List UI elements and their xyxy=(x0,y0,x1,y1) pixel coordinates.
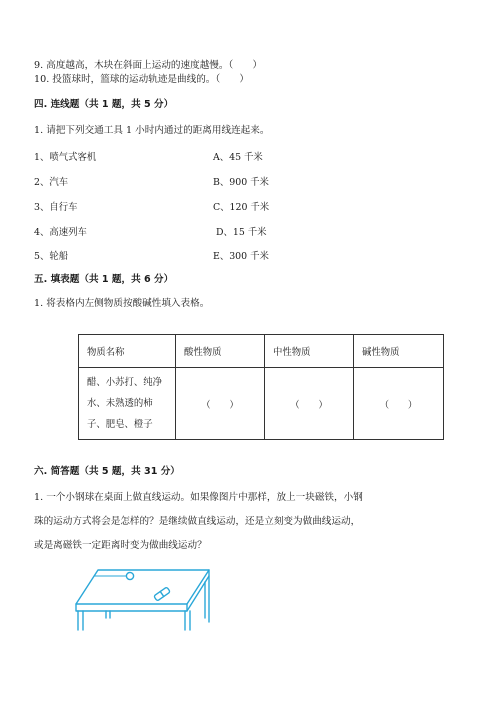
match-right-item-d: D、15 千米 xyxy=(216,227,267,238)
match-left-item-2: 2、汽车 xyxy=(34,177,69,188)
match-right-item-e: E、300 千米 xyxy=(213,251,269,262)
match-left-item-3: 3、自行车 xyxy=(34,202,78,213)
table-top-surface xyxy=(76,570,209,604)
match-right-item-c: C、120 千米 xyxy=(213,202,270,213)
section-4-title: 四. 连线题（共 1 题，共 5 分） xyxy=(34,99,174,110)
match-right-item-b: B、900 千米 xyxy=(213,177,269,188)
section-4-question: 1. 请把下列交通工具 1 小时内通过的距离用线连起来。 xyxy=(34,125,270,136)
header-substance-name: 物质名称 xyxy=(79,335,176,368)
section-5-question: 1. 将表格内左侧物质按酸碱性填入表格。 xyxy=(34,298,210,309)
match-right-item-a: A、45 千米 xyxy=(213,152,263,163)
table-header-row xyxy=(79,335,444,368)
table-with-steel-ball-and-magnet-drawing xyxy=(70,562,230,634)
match-left-item-1: 1、喷气式客机 xyxy=(34,152,97,163)
alkaline-answer-blank[interactable]: （ ） xyxy=(354,368,444,440)
section-6-title: 六. 简答题（共 5 题，共 31 分） xyxy=(34,466,180,477)
match-left-item-4: 4、高速列车 xyxy=(34,227,87,238)
table-front-edge xyxy=(76,604,187,611)
table-row xyxy=(79,368,444,440)
acidic-answer-blank[interactable]: （ ） xyxy=(176,368,265,440)
steel-ball-icon xyxy=(126,572,133,579)
section-6-question xyxy=(34,486,474,558)
header-acidic: 酸性物质 xyxy=(176,335,265,368)
question-line: 1. 一个小钢球在桌面上做直线运动。如果像图片中那样，放上一块磁铁，小钢 xyxy=(34,492,363,503)
substance-line: 水、未熟透的柿 xyxy=(87,398,153,409)
question-10: 10. 投篮球时，篮球的运动轨迹是曲线的。（ ） xyxy=(34,74,249,85)
match-left-item-5: 5、轮船 xyxy=(34,251,69,262)
section-5-title: 五. 填表题（共 1 题，共 6 分） xyxy=(34,274,174,285)
substance-line: 醋、小苏打、纯净 xyxy=(87,377,163,388)
question-line: 或是离磁铁一定距离时变为做曲线运动？ xyxy=(34,540,207,551)
substance-list-cell xyxy=(79,368,176,440)
substance-table xyxy=(78,334,444,440)
header-alkaline: 碱性物质 xyxy=(354,335,444,368)
neutral-answer-blank[interactable]: （ ） xyxy=(265,368,354,440)
question-line: 珠的运动方式将会是怎样的？是继续做直线运动，还是立刻变为做曲线运动， xyxy=(34,516,361,527)
header-neutral: 中性物质 xyxy=(265,335,354,368)
question-9: 9. 高度越高，木块在斜面上运动的速度越慢。（ ） xyxy=(34,60,263,71)
substance-line: 子、肥皂、橙子 xyxy=(87,419,153,430)
magnet-icon xyxy=(154,587,171,601)
